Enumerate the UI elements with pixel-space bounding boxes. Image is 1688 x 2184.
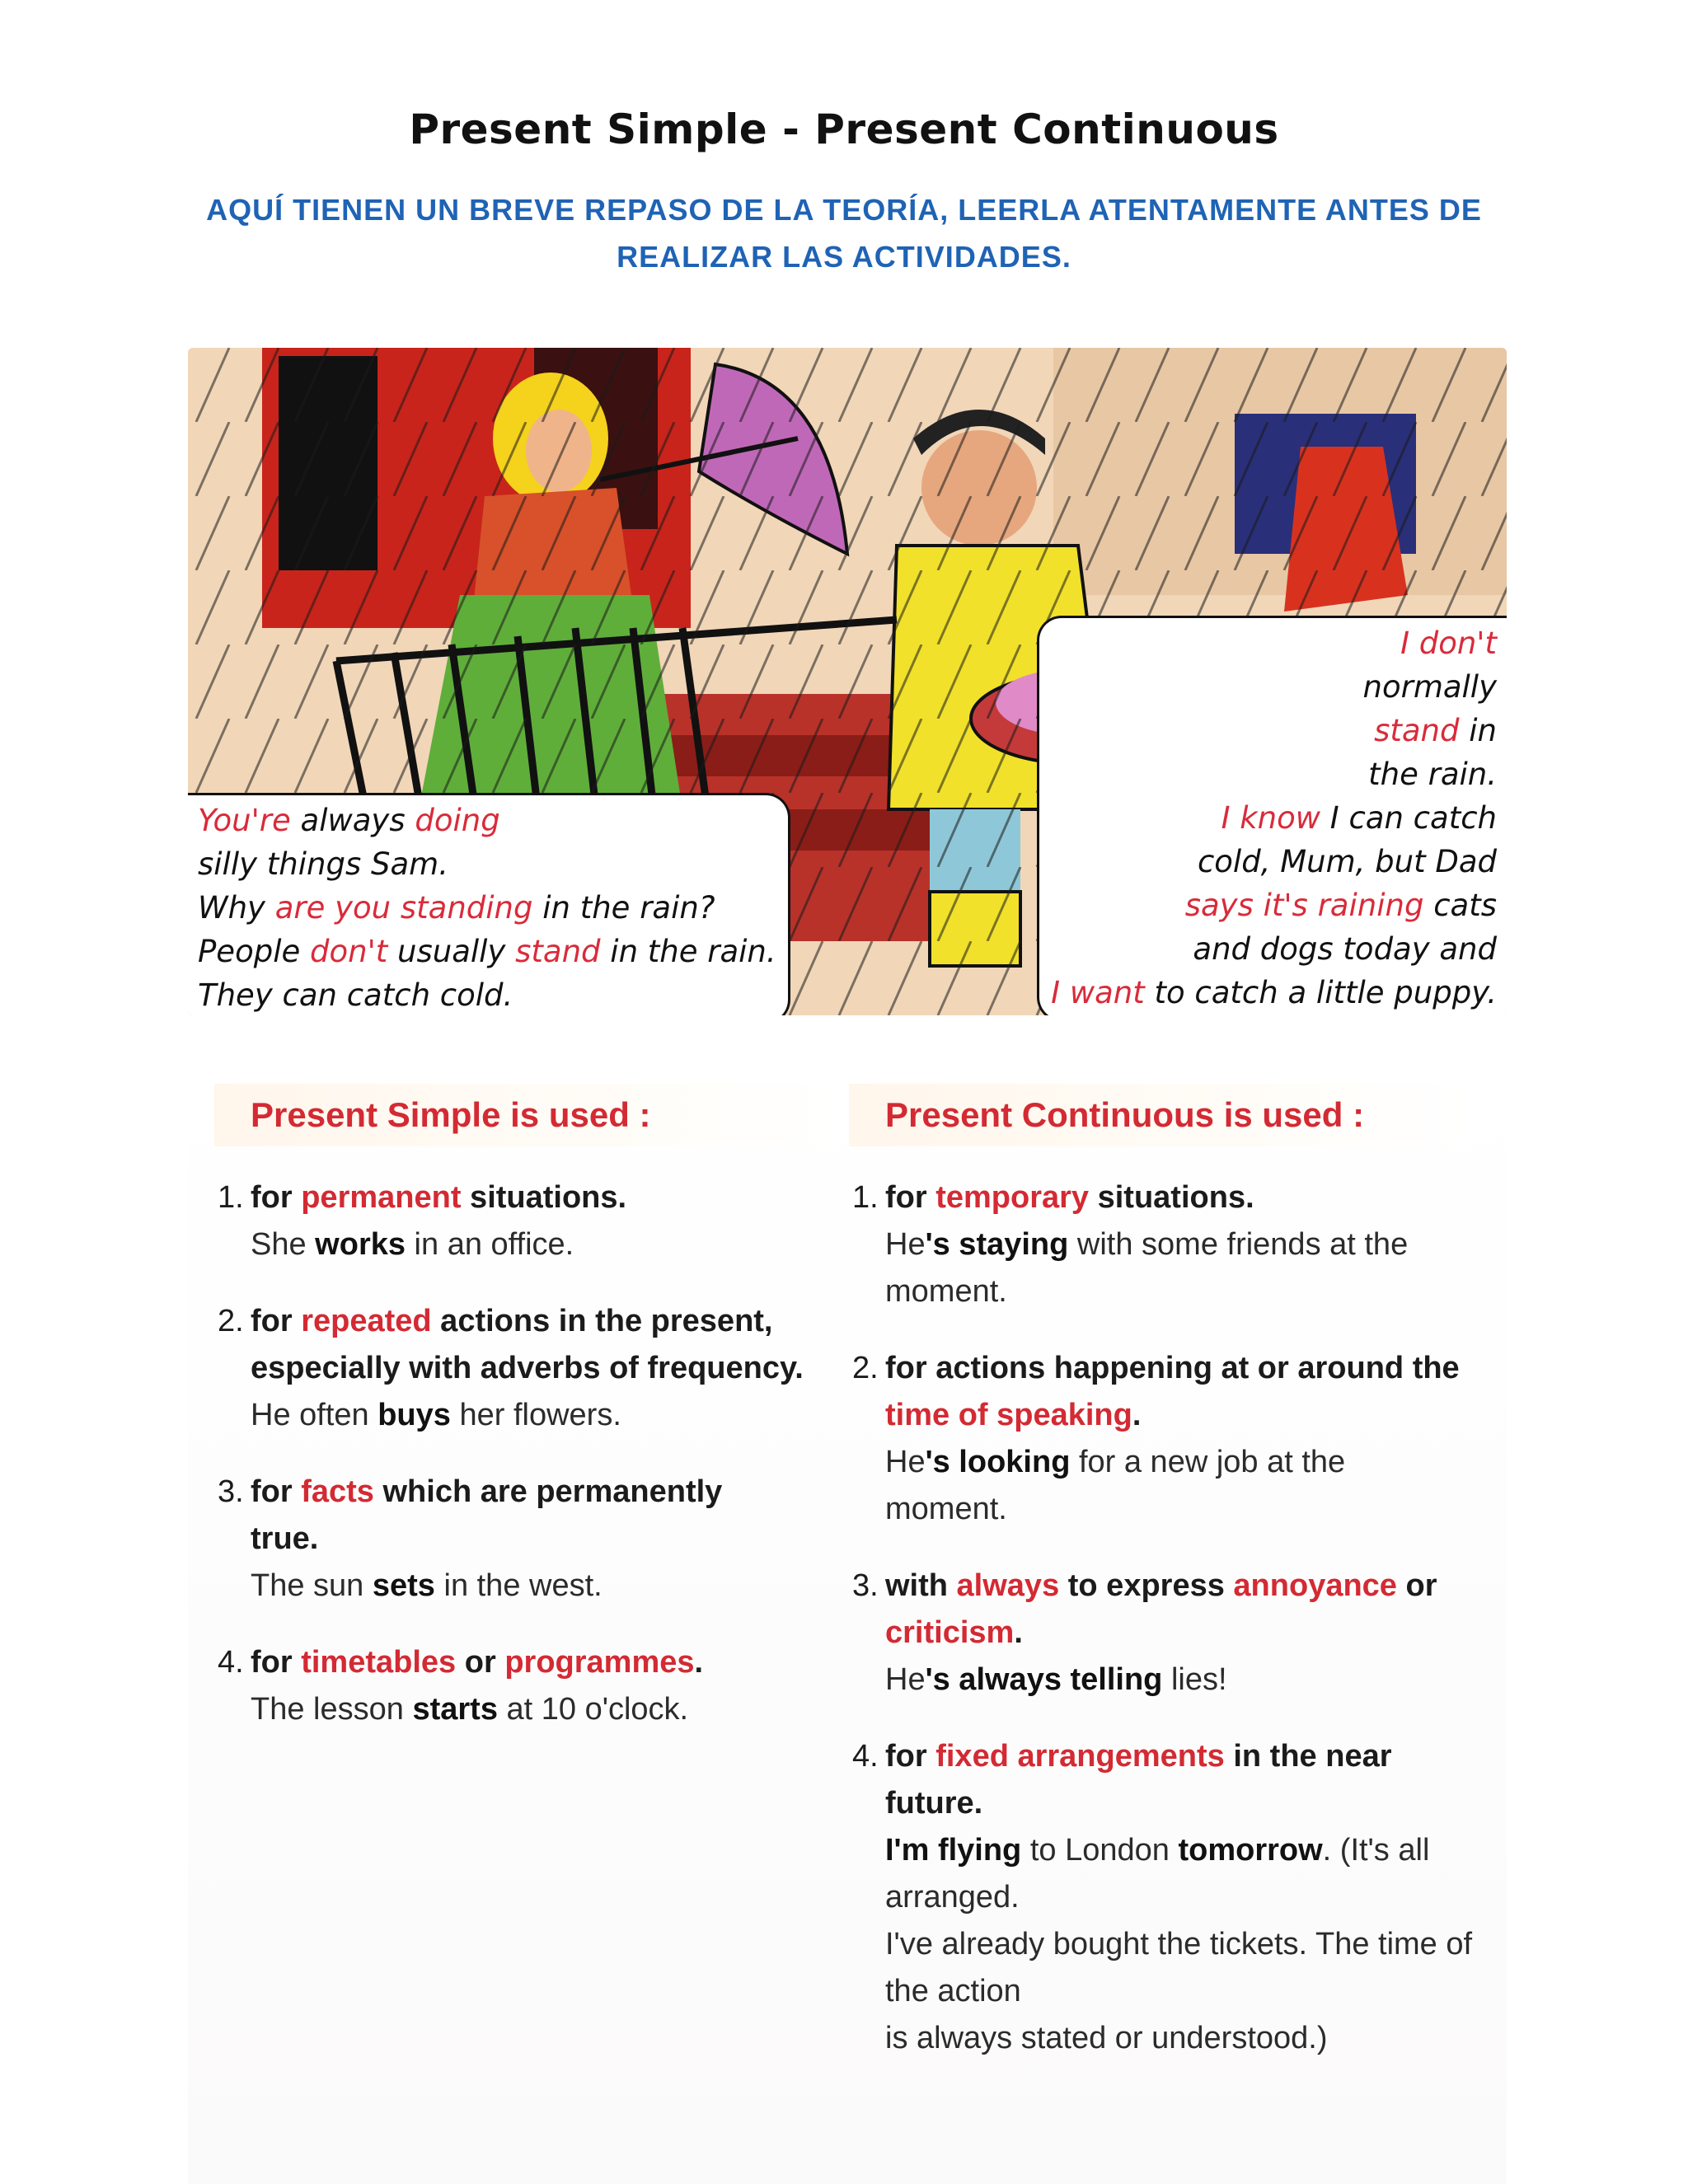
bubble-mum-text: silly things Sam.	[198, 846, 448, 882]
rule-number: 2.	[852, 1351, 879, 1385]
rule-example	[251, 1686, 841, 1733]
rule-heading-text: fixed arrangements	[935, 1739, 1225, 1774]
bubble-sam-text: I don't	[1400, 626, 1497, 661]
rule-number: 3.	[852, 1568, 879, 1603]
bubble-sam-line	[1051, 971, 1497, 1015]
rule-heading-text: for actions happening at or around the	[885, 1351, 1460, 1385]
rule-heading-text: always	[956, 1568, 1060, 1603]
rule-example-text: . (It's all arranged.	[885, 1833, 1430, 1915]
rule-heading-text: true.	[251, 1521, 319, 1556]
rule-heading	[885, 1174, 1475, 1221]
rule-heading-text: .	[1014, 1615, 1023, 1650]
rule-heading-text: permanent	[301, 1180, 462, 1215]
bubble-sam-line	[1051, 840, 1497, 883]
bubble-sam-text: the rain.	[1368, 757, 1497, 792]
present-simple-rule	[214, 1174, 841, 1268]
comic-illustration	[188, 348, 1507, 1015]
rule-example	[885, 1657, 1475, 1704]
rule-heading	[251, 1174, 841, 1221]
bubble-sam-line	[1051, 621, 1497, 665]
rule-example	[251, 1392, 841, 1439]
rule-heading-text: time of speaking	[885, 1398, 1132, 1432]
present-simple-rule	[214, 1469, 841, 1610]
present-continuous-rule	[849, 1174, 1475, 1315]
rule-heading	[251, 1298, 841, 1392]
page-title: Present Simple - Present Continuous	[409, 105, 1279, 153]
rule-heading-text: .	[694, 1645, 704, 1680]
bubble-sam-text: stand	[1374, 713, 1460, 748]
bubble-sam-text: cold, Mum, but Dad	[1197, 844, 1497, 879]
rule-example	[251, 1563, 841, 1610]
rule-heading	[885, 1563, 1475, 1657]
rule-heading-text: for	[885, 1739, 936, 1774]
rule-heading-text: for	[251, 1180, 302, 1215]
rule-number: 1.	[852, 1180, 879, 1215]
bubble-mum-text: usually	[387, 934, 516, 969]
bubble-mum-line	[198, 799, 776, 842]
rule-example-text: for a new job at the moment.	[885, 1445, 1346, 1526]
bubble-mum-text: People	[198, 934, 311, 969]
rule-example-text: buys	[377, 1398, 451, 1432]
rule-heading-text: actions in the present,	[431, 1304, 773, 1338]
rule-example-text: He often	[251, 1398, 378, 1432]
bubble-sam-text: I can catch	[1320, 800, 1497, 836]
rule-heading-text: to express	[1059, 1568, 1234, 1603]
rule-heading-text: especially with adverbs of frequency.	[251, 1351, 804, 1385]
rule-example-text: He	[885, 1445, 926, 1479]
rule-example-text: 's always telling	[925, 1662, 1163, 1697]
rule-heading	[885, 1733, 1475, 1827]
bubble-sam-text: and dogs today and	[1193, 931, 1497, 967]
rule-heading-text: which are permanently	[373, 1474, 723, 1509]
rule-example-text: The sun	[251, 1568, 373, 1603]
rule-heading-text: situations.	[1089, 1180, 1254, 1215]
instructions-subtitle: AQUÍ TIENEN UN BREVE REPASO DE LA TEORÍA, LEERLA ATENTAMENTE ANTES DE REALIZAR LAS ACTIVIDADES.	[206, 193, 1482, 274]
bubble-mum-text: in the rain?	[532, 890, 715, 926]
bubble-sam-line	[1051, 752, 1497, 796]
rule-example-text: tomorrow	[1178, 1833, 1323, 1868]
rule-heading	[251, 1469, 841, 1563]
bubble-mum-line	[198, 842, 776, 886]
rule-heading-text: for	[251, 1645, 302, 1680]
bubble-sam-text: I want	[1051, 975, 1145, 1010]
rule-heading-text: programmes	[504, 1645, 695, 1680]
rule-heading-text: temporary	[935, 1180, 1090, 1215]
rule-heading-text: or	[456, 1645, 505, 1680]
present-continuous-column	[849, 1084, 1475, 2092]
bubble-mum-text: always	[290, 803, 415, 838]
rule-number: 3.	[218, 1474, 244, 1509]
rule-heading-text: facts	[301, 1474, 374, 1509]
present-simple-column	[214, 1084, 841, 1763]
rule-example-text: He	[885, 1227, 926, 1262]
rule-example-text: starts	[412, 1692, 498, 1727]
rule-example-text: with some friends at the moment.	[885, 1227, 1409, 1309]
rule-example	[885, 1439, 1475, 1533]
present-continuous-heading: Present Continuous is used :	[849, 1084, 1475, 1146]
rule-example-text: at 10 o'clock.	[497, 1692, 689, 1727]
present-simple-rule	[214, 1639, 841, 1733]
rule-heading-text: in the near future.	[885, 1739, 1392, 1821]
speech-bubble-sam	[1037, 616, 1507, 1015]
rule-example	[885, 1221, 1475, 1315]
bubble-mum-line	[198, 930, 776, 973]
bubble-sam-text: normally	[1362, 669, 1497, 705]
rule-number: 2.	[218, 1304, 244, 1338]
present-simple-heading: Present Simple is used :	[214, 1084, 841, 1146]
rule-heading-text: with	[885, 1568, 957, 1603]
bubble-sam-line	[1051, 883, 1497, 927]
speech-bubble-mum	[188, 793, 790, 1015]
bubble-mum-text: are you standing	[274, 890, 533, 926]
rule-example-text: She	[251, 1227, 316, 1262]
rule-number: 4.	[218, 1645, 244, 1680]
rule-heading-text: or	[1396, 1568, 1437, 1603]
bubble-mum-text: doing	[415, 803, 500, 838]
bubble-mum-text: stand	[515, 934, 601, 969]
rule-example-text: in an office.	[406, 1227, 574, 1262]
bubble-mum-text: in the rain.	[600, 934, 776, 969]
rule-example-text: I've already bought the tickets. The time of the action	[885, 1927, 1473, 2008]
rule-heading-text: situations.	[461, 1180, 627, 1215]
rule-number: 1.	[218, 1180, 244, 1215]
rule-heading-text: criticism	[885, 1615, 1015, 1650]
rule-heading-text: timetables	[301, 1645, 457, 1680]
rule-example-text: The lesson	[251, 1692, 413, 1727]
rule-example-text: I'm flying	[885, 1833, 1022, 1868]
bubble-mum-text: You're	[198, 803, 291, 838]
bubble-mum-text: They can catch cold.	[198, 977, 513, 1013]
rule-example-text: sets	[372, 1568, 435, 1603]
rule-heading-text: for	[251, 1474, 302, 1509]
present-continuous-rule	[849, 1733, 1475, 2062]
rule-example-text: her flowers.	[450, 1398, 621, 1432]
present-continuous-rule	[849, 1345, 1475, 1533]
rule-heading-text: for	[251, 1304, 302, 1338]
bubble-sam-line	[1051, 709, 1497, 752]
bubble-sam-line	[1051, 796, 1497, 840]
rule-example-text: to London	[1021, 1833, 1179, 1868]
rule-heading-text: annoyance	[1233, 1568, 1397, 1603]
bubble-mum-line	[198, 973, 776, 1015]
rule-heading-text: .	[1132, 1398, 1142, 1432]
rule-example-text: He	[885, 1662, 926, 1697]
rule-heading-text: for	[885, 1180, 936, 1215]
bubble-sam-text: in	[1459, 713, 1497, 748]
bubble-sam-text: to catch a little puppy.	[1144, 975, 1497, 1010]
rule-example-text: 's looking	[925, 1445, 1071, 1479]
rule-heading-text: repeated	[301, 1304, 432, 1338]
bubble-mum-text: Why	[198, 890, 275, 926]
rule-example-text: 's staying	[925, 1227, 1069, 1262]
bubble-sam-line	[1051, 665, 1497, 709]
rule-heading	[251, 1639, 841, 1686]
rule-example	[885, 1827, 1475, 2062]
present-continuous-rule	[849, 1563, 1475, 1704]
rule-example-text: lies!	[1162, 1662, 1227, 1697]
rule-example-text: in the west.	[434, 1568, 603, 1603]
bubble-sam-text: says it's raining	[1184, 888, 1424, 923]
bubble-sam-text: cats	[1423, 888, 1497, 923]
present-simple-rule	[214, 1298, 841, 1439]
bubble-sam-line	[1051, 927, 1497, 971]
rule-example-text: is always stated or understood.)	[885, 2021, 1328, 2055]
rule-number: 4.	[852, 1739, 879, 1774]
rule-example	[251, 1221, 841, 1268]
bubble-mum-line	[198, 886, 776, 930]
rule-heading	[885, 1345, 1475, 1439]
rule-example-text: works	[315, 1227, 406, 1262]
bubble-mum-text: don't	[310, 934, 388, 969]
bubble-sam-text: I know	[1221, 800, 1321, 836]
